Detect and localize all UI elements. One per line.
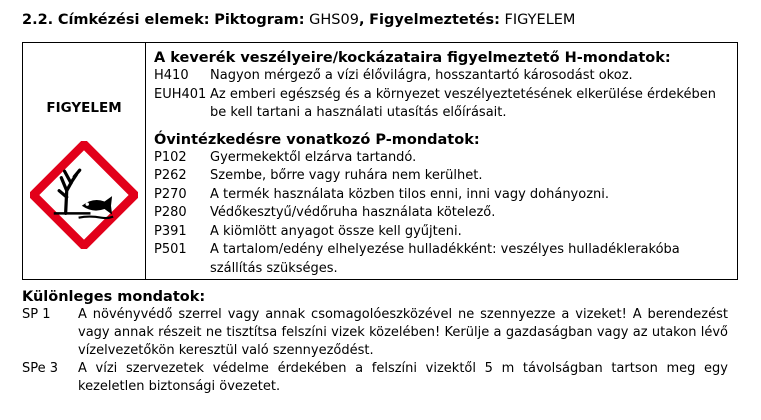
special-statement-text: A növényvédő szerrel vagy annak csomagolóeszközével ne szennyezze a vizeket! A berendezést vagy annak részeit ne tisztítsa felszíni vizek közelében! Kerülje a gazdaságban vagy az utakon lévő vízelvezetőkön keresztül való szennyeződést. bbox=[78, 307, 728, 358]
p-statement-row bbox=[154, 186, 734, 205]
p-statement-row bbox=[154, 223, 734, 242]
p-statement-code: P280 bbox=[154, 205, 187, 220]
special-statement-code: SP 1 bbox=[22, 307, 51, 322]
signal-value: FIGYELEM bbox=[504, 12, 576, 28]
environment-hazard-icon bbox=[30, 141, 138, 249]
h-statement-code: H410 bbox=[154, 68, 189, 83]
p-statement-row bbox=[154, 167, 734, 186]
section-label: Címkézési elemek: bbox=[57, 12, 210, 28]
special-statements-title: Különleges mondatok: bbox=[22, 289, 206, 305]
p-statement-text: Gyermekektől elzárva tartandó. bbox=[210, 149, 417, 165]
special-statement-code: SPe 3 bbox=[22, 361, 59, 376]
p-statement-text: A termék használata közben tilos enni, inni vagy dohányozni. bbox=[210, 186, 610, 202]
p-statement-row bbox=[154, 241, 734, 278]
p-statement-code: P102 bbox=[154, 149, 187, 165]
pictogram-value: GHS09 bbox=[309, 12, 359, 28]
special-statement-row bbox=[22, 360, 728, 396]
p-statements-title: Óvintézkedésre vonatkozó P-mondatok: bbox=[154, 131, 480, 148]
p-statement-text: Szembe, bőrre vagy ruhára nem kerülhet. bbox=[210, 168, 483, 183]
label-elements-box bbox=[22, 42, 738, 280]
statements-column bbox=[154, 49, 734, 278]
section-heading: 2.2. Címkézési elemek: Piktogram: GHS09, Figyelmeztetés: FIGYELEM bbox=[22, 12, 576, 28]
signal-label: Figyelmeztetés: bbox=[369, 12, 500, 28]
h-statement-text: Nagyon mérgező a vízi élővilágra, hosszantartó károsodást okoz. bbox=[210, 68, 633, 83]
h-statement-code: EUH401 bbox=[154, 86, 207, 102]
special-statement-row bbox=[22, 306, 728, 360]
p-statement-code: P501 bbox=[154, 242, 187, 257]
pictogram-label: Piktogram: bbox=[214, 12, 305, 28]
section-number: 2.2. bbox=[22, 12, 54, 28]
p-statement-row bbox=[154, 149, 734, 168]
special-statements bbox=[22, 288, 728, 396]
signal-word: FIGYELEM bbox=[46, 100, 122, 116]
p-statement-text: A kiömlött anyagot össze kell gyűjteni. bbox=[210, 223, 462, 239]
h-statement-text: Az emberi egészség és a környezet veszélyeztetésének elkerülése érdekében be kell tartani a használati utasítás előírásait. bbox=[210, 86, 716, 120]
p-statement-code: P270 bbox=[154, 186, 187, 202]
p-statement-text: Védőkesztyű/védőruha használata kötelező. bbox=[210, 205, 496, 220]
p-statement-row bbox=[154, 204, 734, 223]
p-statement-code: P391 bbox=[154, 223, 187, 239]
pictogram-column bbox=[23, 43, 146, 279]
special-statement-text: A vízi szervezetek védelme érdekében a felszíni vizektől 5 m távolságban tartson meg egy kezeletlen biztonsági övezetet. bbox=[78, 361, 728, 394]
p-statement-text: A tartalom/edény elhelyezése hulladékként: veszélyes hulladéklerakóba szállítás szükséges. bbox=[210, 242, 680, 276]
h-statement-row bbox=[154, 86, 734, 123]
p-statement-code: P262 bbox=[154, 168, 187, 183]
h-statements-title: A keverék veszélyeire/kockázataira figyelmeztető H-mondatok: bbox=[154, 50, 671, 66]
h-statement-row bbox=[154, 67, 734, 86]
